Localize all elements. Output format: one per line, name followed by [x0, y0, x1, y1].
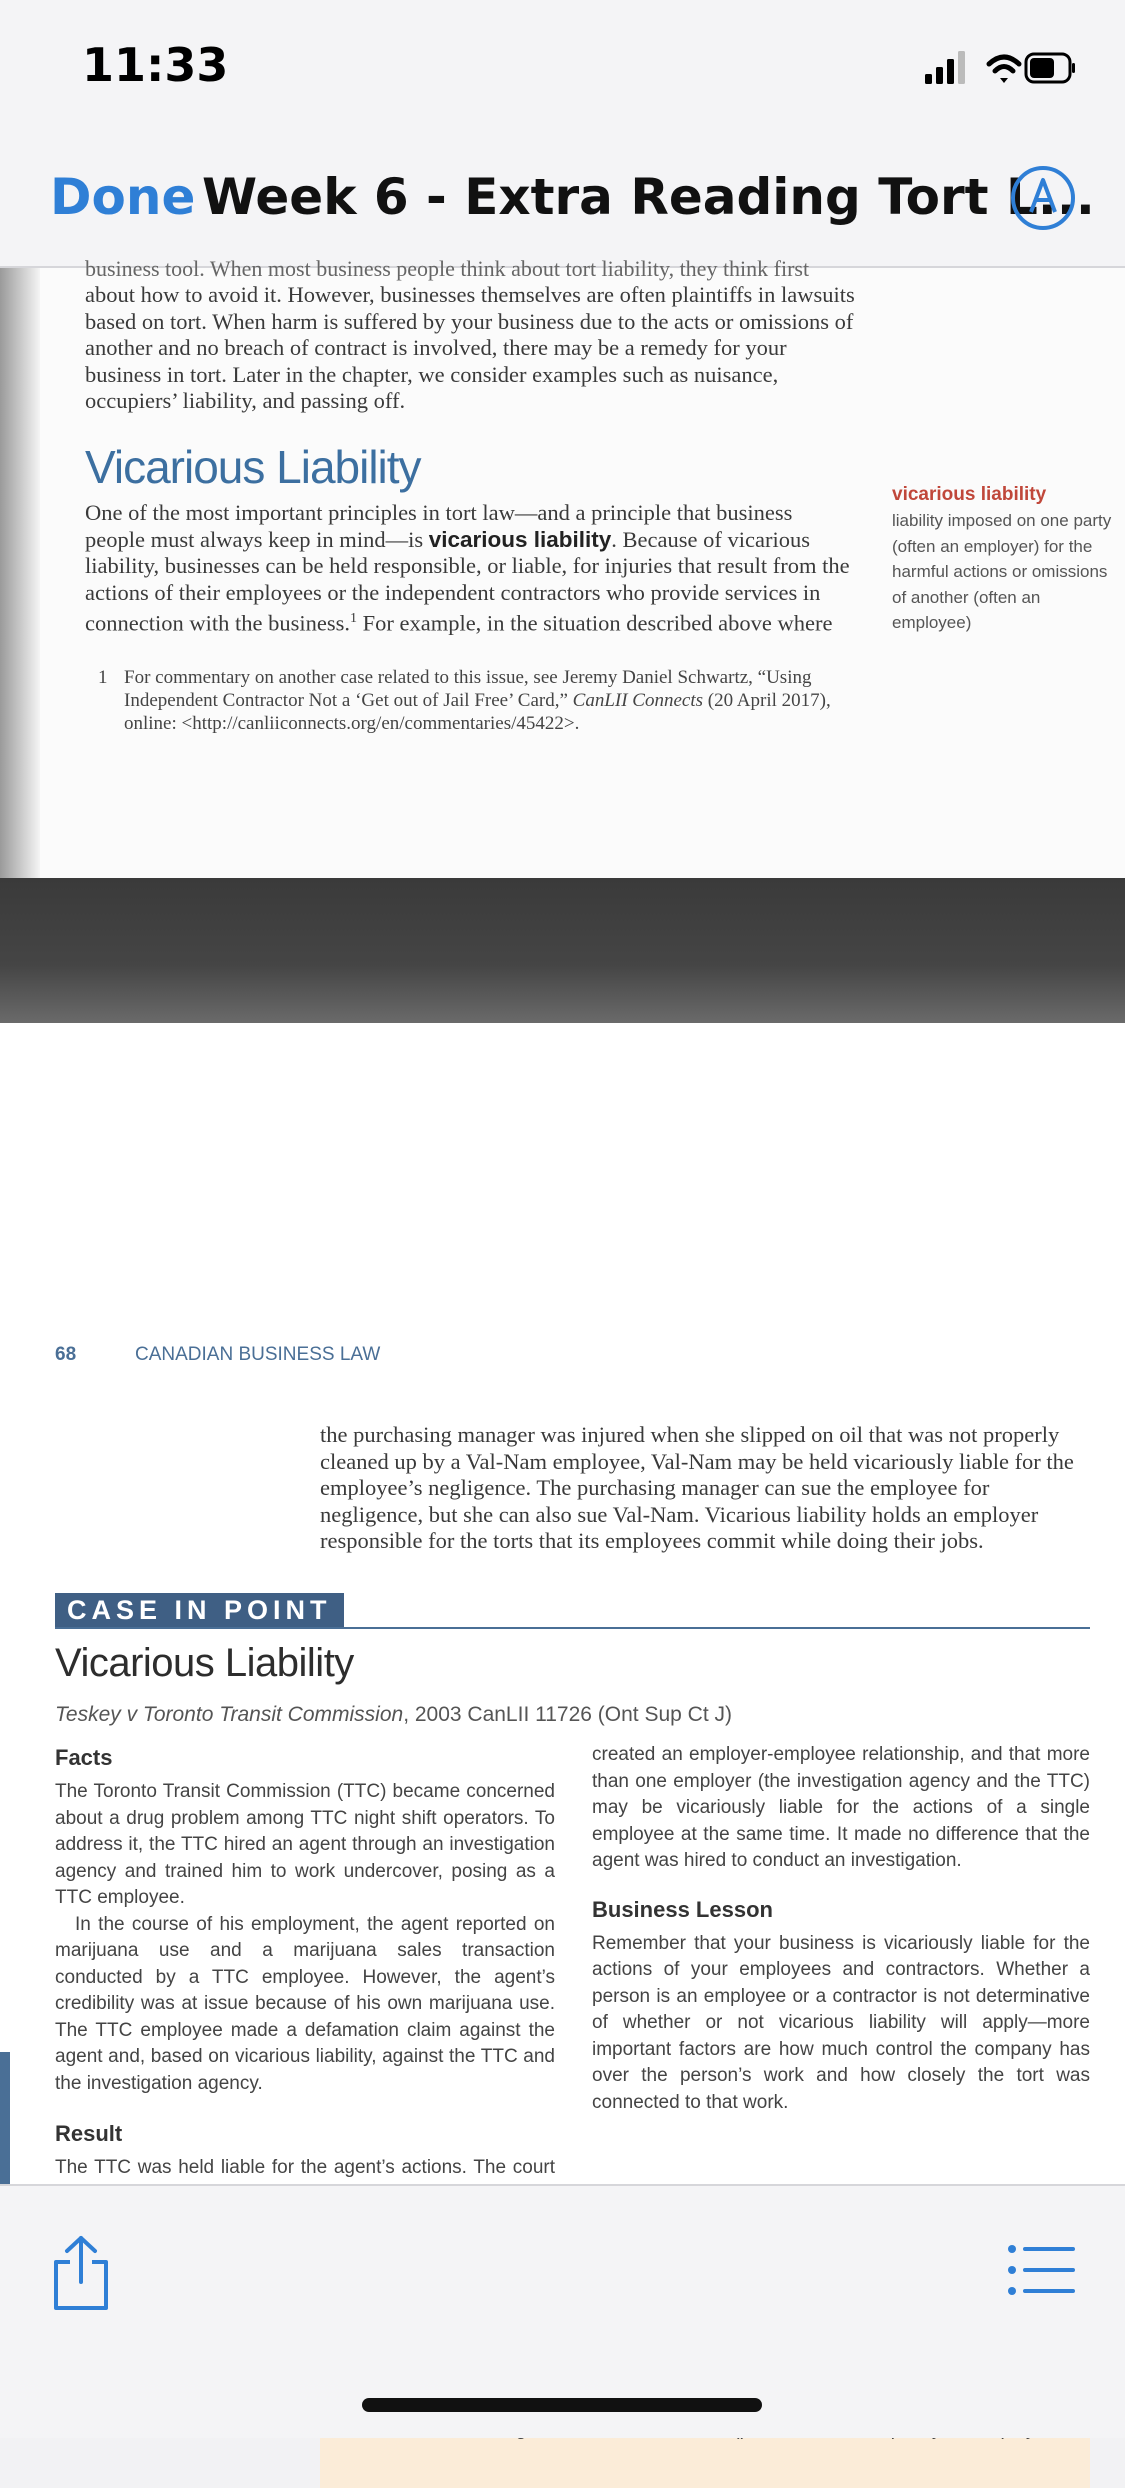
para-start: One of the most important principles in tort law—and a principle that business people must always keep in mind—is: [85, 500, 793, 552]
footnote-number: 1: [98, 667, 108, 688]
footnote: [100, 666, 860, 735]
facts-column: [55, 1745, 555, 2208]
margin-definition: liability imposed on one party (often an employer) for the harmful actions or omissions of another (often an employee): [892, 511, 1112, 632]
running-head: CANADIAN BUSINESS LAW: [135, 1344, 381, 1365]
page-binding-shadow: [0, 268, 40, 878]
status-bar: [0, 0, 1125, 140]
lesson-paragraph: Remember that your business is vicariously liable for the actions of your employees and contractors. Whether a person is an employee or a contractor is not determinative of whether or not vicarious liability will apply—more important factors are how much control the company has over the person’s work and how closely the tort was connected to that work.: [592, 1932, 1090, 2113]
margin-term: vicarious liability: [892, 484, 1047, 505]
document-title: Week 6 - Extra Reading Tort L...: [202, 168, 1095, 226]
status-icons: [925, 48, 1075, 88]
case-name: Teskey v Toronto Transit Commission: [55, 1703, 404, 1726]
footnote-text-b: (20 April 2017), online: <http://canliiconnects.org/en/commentaries/45422>.: [124, 690, 831, 734]
case-title: Vicarious Liability: [55, 1641, 354, 1685]
result-heading: Result: [55, 2121, 123, 2146]
continued-paragraph: the purchasing manager was injured when she slipped on oil that was not properly cleaned up by a Val-Nam employee, Val-Nam may be held vicariously liable for the employee’s negligence. The purchasing manager can sue the employee for negligence, but she can also sue Val-Nam. Vicarious liability holds an employer responsible for the torts that its employees commit while doing their jobs.: [320, 1422, 1074, 1553]
vicarious-liability-paragraph: [85, 500, 855, 637]
intro-paragraph: about how to avoid it. However, businesses themselves are often plaintiffs in lawsuits based on tort. When harm is suffered by your business due to the acts or omissions of another and no breach of contract is involved, there may be a remedy for your business in tort. Later in the chapter, we consider examples such as nuisance, occupiers’ liability, and passing off.: [85, 282, 855, 413]
battery-icon: [1026, 54, 1075, 82]
wifi-icon: [989, 57, 1019, 83]
page-gap: [0, 878, 1125, 1023]
case-in-point-bar: [55, 1593, 1090, 1629]
markup-pen-icon[interactable]: [1009, 164, 1077, 232]
footnote-text-a: For commentary on another case related to this issue, see Jeremy Daniel Schwartz, “Using Independent Contractor Not a ‘Get out of Jail Free’ Card,”: [124, 667, 812, 711]
document-viewer[interactable]: [0, 256, 1125, 2184]
status-time: 11:33: [82, 38, 229, 92]
footnote-italic: CanLII Connects: [572, 690, 703, 711]
pdf-page-top: [0, 256, 1125, 878]
section-heading: Vicarious Liability: [85, 441, 421, 493]
footnote-ref: 1: [349, 611, 357, 626]
facts-paragraph-2: In the course of his employment, the agent reported on marijuana use and a marijuana sales transaction conducted by a TTC employee. However, the agent’s credibility was at issue because of his own marijuana use. The TTC employee made a defamation claim against the agent and, based on vicarious liability, against the TTC and the investigation agency.: [55, 1913, 555, 2094]
result-continued-paragraph: created an employer-employee relationship, and that more than one employer (the investigation agency and the TTC) may be vicariously liable for the actions of a single employee at the same time. It made no difference that the agent was hired to conduct an investigation.: [592, 1744, 1090, 1871]
case-citation-rest: , 2003 CanLII 11726 (Ont Sup Ct J): [403, 1703, 732, 1726]
home-indicator[interactable]: [362, 2398, 762, 2412]
done-button[interactable]: Done: [50, 168, 196, 226]
page-number: 68: [55, 1344, 77, 1365]
para-bold-term: vicarious liability: [428, 526, 612, 552]
facts-paragraph-1: The Toronto Transit Commission (TTC) became concerned about a drug problem among TTC night shift operators. To address it, the TTC hired an agent through an investigation agency and trained him to work undercover, posing as a TTC employee.: [55, 1781, 555, 1908]
nav-bar: [0, 140, 1125, 268]
pdf-page-68: [0, 1038, 1125, 2184]
signal-icon: [925, 51, 965, 84]
case-citation: [55, 1703, 732, 1727]
right-column: [592, 1742, 1090, 2116]
facts-heading: Facts: [55, 1745, 113, 1770]
footnote-text: [100, 666, 860, 735]
result-paragraph: The TTC was held liable for the agent’s actions. The court: [55, 2157, 555, 2178]
para-end: For example, in the situation described above where: [356, 610, 833, 636]
para-rest: . Because of vicarious liability, businesses can be held responsible, or liable, for injuries that result from the actions of their employees or the independent contractors who provide services in connection with the business.: [85, 526, 850, 636]
case-in-point-label: CASE IN POINT: [55, 1593, 344, 1627]
share-icon[interactable]: [50, 2234, 112, 2312]
lesson-heading: Business Lesson: [592, 1896, 773, 1922]
list-icon[interactable]: [1007, 2244, 1075, 2296]
cut-off-line: business tool. When most business people think about tort liability, they think first: [85, 256, 810, 281]
